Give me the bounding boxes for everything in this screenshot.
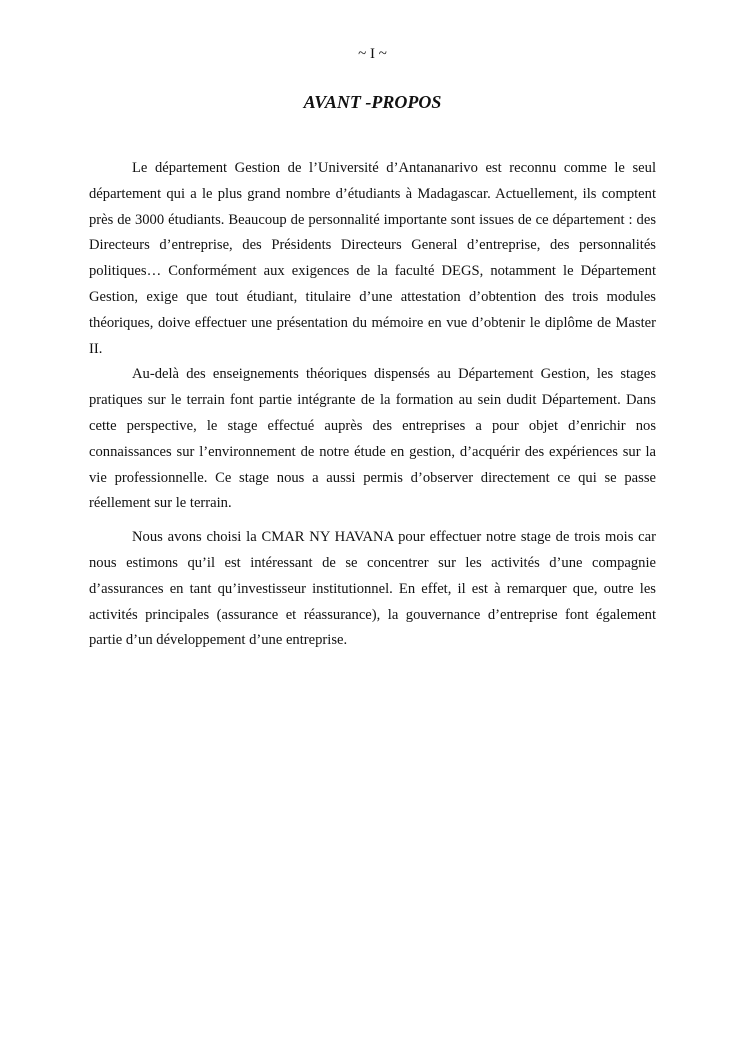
paragraph-intro: Le département Gestion de l’Université d’Antananarivo est reconnu comme le seul département qui a le plus grand nombre d’étudiants à Madagascar. Actuellement, ils comptent près de 3000 étudiants. Beaucoup de personnalité importante sont issues de ce département : des Directeurs d’entreprise, des Présidents Directeurs General d’entreprise, des personnalités politiques… Conformément aux exigences de la faculté DEGS, notamment le Département Gestion, exige que tout étudiant, titulaire d’une attestation d’obtention des trois modules théoriques, doive effectuer une présentation du mémoire en vue d’obtenir le diplôme de Master II.: [89, 160, 656, 357]
paragraph-company-choice: Nous avons choisi la CMAR NY HAVANA pour effectuer notre stage de trois mois car nous estimons qu’il est intéressant de se concentrer sur les activités d’une compagnie d’assurances en tant qu’investisseur institutionnel. En effet, il est à remarquer que, outre les activités principales (assurance et réassurance), la gouvernance d’entreprise font également partie d’un développement d’une entreprise.: [89, 529, 656, 649]
page-title: AVANT -PROPOS: [303, 92, 442, 112]
body-text: [89, 156, 656, 654]
page-number: ~ I ~: [358, 46, 387, 62]
paragraph-internships: Au-delà des enseignements théoriques dispensés au Département Gestion, les stages pratiques sur le terrain font partie intégrante de la formation au sein dudit Département. Dans cette perspective, le stage effectué auprès des entreprises a pour objet d’enrichir nos connaissances sur l’environnement de notre étude en gestion, d’acquérir des expériences sur la vie professionnelle. Ce stage nous a aussi permis d’observer directement ce qui se passe réellement sur le terrain.: [89, 366, 656, 512]
